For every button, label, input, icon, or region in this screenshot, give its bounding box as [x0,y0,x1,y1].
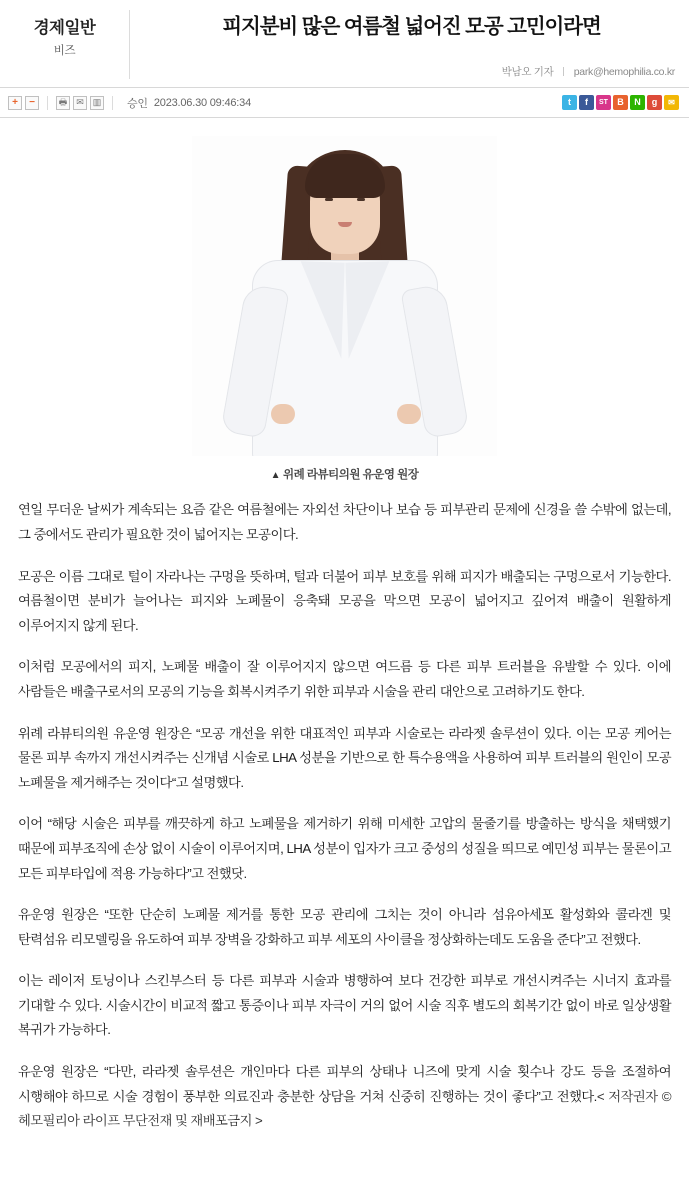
kakaostory-share-icon[interactable]: ST [596,95,611,110]
byline [144,64,679,79]
publish-timestamp: 2023.06.30 09:46:34 [153,96,251,109]
byline-divider [563,67,564,76]
approval-label: 승인 [127,97,148,110]
category-block[interactable] [0,10,130,79]
caption-marker-icon: ▲ [270,470,280,482]
category-main-label: 경제일반 [33,19,96,37]
copyright-notice: < 저작권자 © 헤모필리아 라이프 무단전재 및 재배포금지 > [18,1088,671,1129]
reporter-email[interactable]: park@hemophilia.co.kr [573,66,675,79]
article-toolbar [0,88,689,118]
twitter-share-icon[interactable]: t [562,95,577,110]
article-paragraph: 이는 레이저 토닝이나 스킨부스터 등 다른 피부과 시술과 병행하여 보다 건강한 피부로 개선시켜주는 시너지 효과를 기대할 수 있다. 시술시간이 비교적 짧고 통증이나 피부 자극이 거의 없어 시술 직후 별도의 회복기간 없이 바로 일상생활 복귀가 가능하다. [18,973,671,1038]
article-paragraph: 이처럼 모공에서의 피지, 노폐물 배출이 잘 이루어지지 않으면 여드름 등 다른 피부 트러블을 유발할 수 있다. 이에 사람들은 배출구로서의 모공의 기능을 회복시켜주기 위한 피부과 시술을 관리 대안으로 고려하기도 한다. [18,659,671,699]
article-paragraph: 이어 “해당 시술은 피부를 깨끗하게 하고 노폐물을 제거하기 위해 미세한 고압의 물줄기를 방출하는 방식을 채택했기 때문에 피부조직에 손상 없이 시술이 이루어지며, LHA 성분이 입자가 크고 중성의 성질을 띄므로 예민성 피부는 물론이고 모든 피부타입에 적용 가능하다”고 전했닷. [18,816,671,881]
article-last-paragraph [18,1060,671,1134]
toolbar-divider-2 [112,96,113,110]
headline-block [130,10,689,79]
page-title: 피지분비 많은 여름철 넓어진 모공 고민이라면 [222,15,601,38]
figure-caption [18,466,671,482]
article-paragraph: 모공은 이름 그대로 털이 자라나는 구멍을 뜻하며, 털과 더불어 피부 보호를 위해 피지가 배출되는 구멍으로서 기능한다. 여름철이면 분비가 늘어나는 피지와 노폐물이 응축돼 모공을 막으면 모공이 넓어지고 깊어져 배출이 원활하게 이루어지지 않게 된다. [18,568,671,633]
reporter-name: 박남오 기자 [501,66,554,79]
facebook-share-icon[interactable]: f [579,95,594,110]
mail-icon[interactable]: ✉ [73,96,87,110]
toolbar-divider-1 [47,96,48,110]
google-share-icon[interactable]: g [647,95,662,110]
band-share-icon[interactable]: B [613,95,628,110]
category-sub-label: 비즈 [53,44,76,57]
article-paragraph: 유운영 원장은 “또한 단순히 노폐물 제거를 통한 모공 관리에 그치는 것이 아니라 섬유아세포 활성화와 콜라겐 및 탄력섬유 리모델링을 유도하여 피부 장벽을 강화하고 피부 세포의 사이클을 정상화하는데도 도움을 준다”고 전했다. [18,907,671,947]
font-increase-icon[interactable]: + [8,96,22,110]
last-paragraph-text: 유운영 원장은 “다만, 라라젯 솔루션은 개인마다 다른 피부의 상태나 니즈에 맞게 시술 횟수나 강도 등을 조절하여 시행해야 하므로 시술 경험이 풍부한 의료진과 충분한 상담을 거쳐 신중히 진행하는 것이 좋다”고 전했다. [18,1064,671,1104]
article-header [0,0,689,88]
article-paragraph: 연일 무더운 날씨가 계속되는 요즘 같은 여름철에는 자외선 차단이나 보습 등 피부관리 문제에 신경을 쓸 수밖에 없는데, 그 중에서도 관리가 필요한 것이 넓어지는 모공이다. [18,502,671,542]
font-decrease-icon[interactable]: − [25,96,39,110]
article-figure [18,136,671,482]
doctor-portrait-photo [192,136,497,456]
utility-controls [56,96,104,110]
font-size-controls [8,96,39,110]
naver-share-icon[interactable]: N [630,95,645,110]
print-icon[interactable]: 🖶 [56,96,70,110]
caption-text: 위례 라뷰티의원 유운영 원장 [283,469,419,482]
mail-share-icon[interactable]: ✉ [664,95,679,110]
article-body [0,118,689,1153]
article-paragraph: 위례 라뷰티의원 유운영 원장은 “모공 개선을 위한 대표적인 피부과 시술로는 라라젯 솔루션이 있다. 이는 모공 케어는 물론 피부 속까지 개선시켜주는 신개념 시술로 LHA 성분을 기반으로 한 특수용액을 사용하여 피부 트러블의 원인이 모공 노폐물을 제거해주는 것이다“고 설명했다. [18,725,671,790]
sns-share-group [562,95,681,110]
scrap-icon[interactable]: ▥ [90,96,104,110]
